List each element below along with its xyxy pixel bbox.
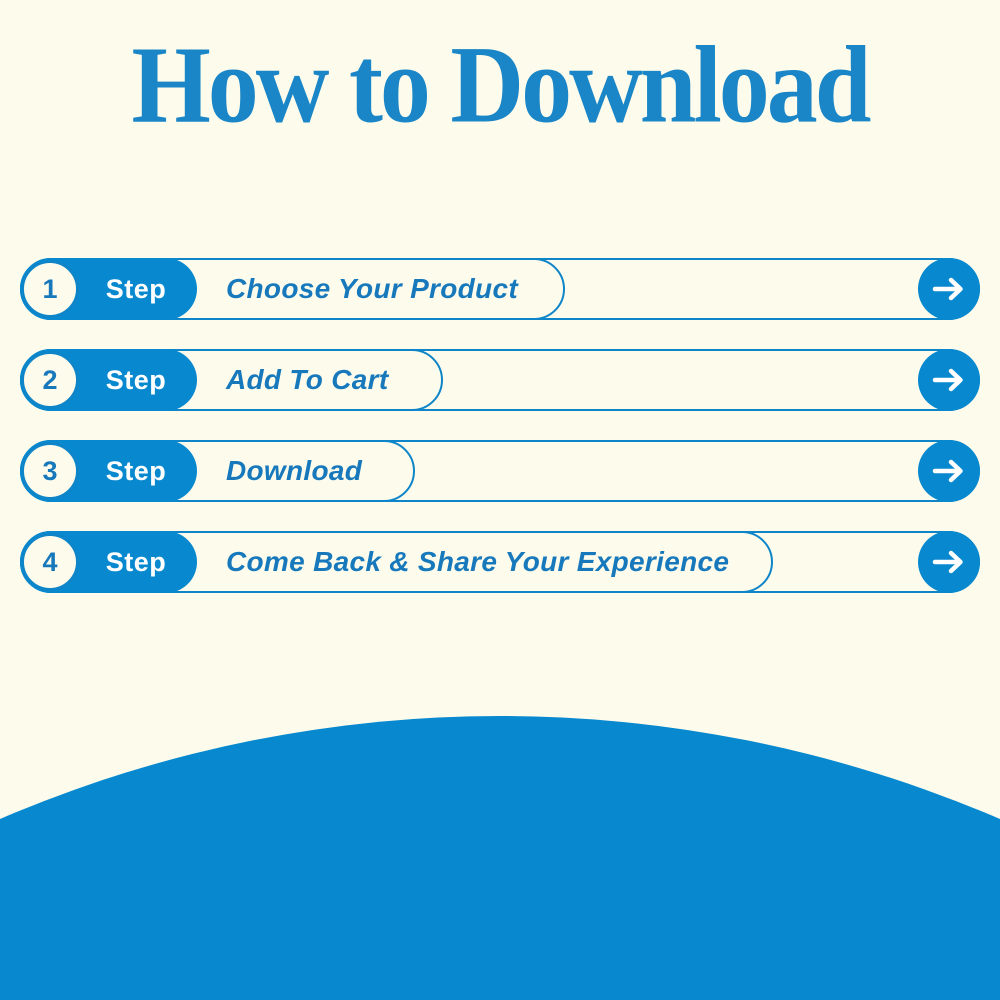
step-number-badge: [21, 533, 79, 591]
step-row-3: [20, 440, 980, 502]
step-number: 1: [42, 273, 58, 304]
step-label: Step: [105, 364, 167, 395]
step-description: Choose Your Product: [226, 273, 518, 304]
step-row-1: [20, 258, 980, 320]
step-row-2: [20, 349, 980, 411]
arrow-right-icon: [932, 276, 966, 302]
step-number: 2: [42, 364, 58, 395]
step-description: Add To Cart: [226, 364, 389, 395]
step-row-4: [20, 531, 980, 593]
step-number-badge: [21, 260, 79, 318]
bottom-curve-decoration: [0, 716, 1000, 1000]
step-number-badge: [21, 442, 79, 500]
arrow-right-icon: [932, 549, 966, 575]
arrow-button: [918, 440, 980, 502]
step-number: 4: [42, 546, 58, 577]
step-label: Step: [105, 546, 167, 577]
arrow-right-icon: [932, 367, 966, 393]
step-label: Step: [105, 455, 167, 486]
step-number-badge: [21, 351, 79, 409]
arrow-button: [918, 531, 980, 593]
step-label: Step: [105, 273, 167, 304]
arrow-button: [918, 258, 980, 320]
step-description: Come Back & Share Your Experience: [226, 546, 730, 577]
page-title: How to Download: [131, 24, 869, 147]
step-number: 3: [42, 455, 58, 486]
arrow-right-icon: [932, 458, 966, 484]
arrow-button: [918, 349, 980, 411]
step-description: Download: [226, 455, 363, 486]
